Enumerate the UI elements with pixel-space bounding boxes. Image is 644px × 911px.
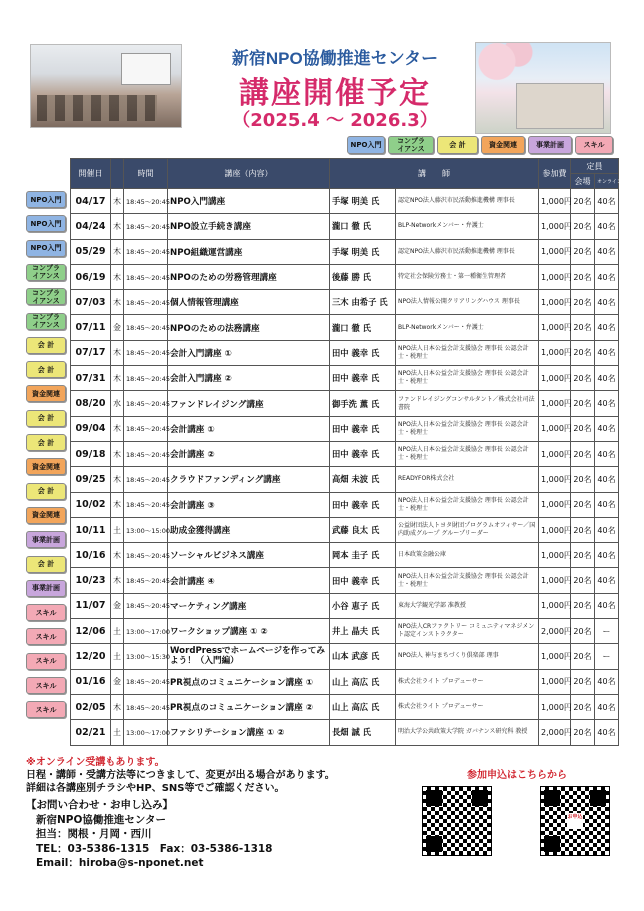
cell-time: 18:45～20:45 — [124, 290, 168, 315]
table-row — [71, 264, 619, 289]
row-category-tag: スキル — [26, 653, 66, 670]
row-category-tag: NPO入門 — [26, 215, 66, 232]
cell-date: 12/20 — [71, 644, 111, 669]
cell-onl: 40名 — [595, 694, 619, 719]
row-category-tag: 会 計 — [26, 361, 66, 378]
cell-title: NPOのための労務管理講座 — [168, 264, 330, 289]
table-row — [71, 568, 619, 593]
cell-onl: 40名 — [595, 391, 619, 416]
cell-date: 10/23 — [71, 568, 111, 593]
row-category-tag: 資金関連 — [26, 507, 66, 524]
cell-dow: 土 — [111, 517, 124, 542]
cell-cap: 20名 — [571, 391, 595, 416]
row-category-tag: NPO入門 — [26, 191, 66, 208]
cell-aff: 日本政策金融公庫 — [396, 543, 539, 568]
cell-date: 01/16 — [71, 669, 111, 694]
cell-name: 井上 晶夫 氏 — [330, 619, 396, 644]
cell-fee: 1,000円 — [539, 492, 571, 517]
cell-aff: BLP-Networkメンバー・弁護士 — [396, 315, 539, 340]
cell-date: 06/19 — [71, 264, 111, 289]
cell-aff: NPO法人日本公益会計支援協会 理事長 公認会計士・税理士 — [396, 416, 539, 441]
cell-name: 手塚 明美 氏 — [330, 189, 396, 214]
cell-date: 07/03 — [71, 290, 111, 315]
qr-code-left[interactable] — [422, 786, 492, 856]
cell-cap: 20名 — [571, 619, 595, 644]
table-row — [71, 366, 619, 391]
cell-date: 10/02 — [71, 492, 111, 517]
table-row — [71, 492, 619, 517]
notes — [26, 756, 335, 795]
detail-note: 詳細は各講座別チラシやHP、SNS等でご確認ください。 — [26, 783, 285, 794]
cell-cap: 20名 — [571, 189, 595, 214]
cell-dow: 土 — [111, 619, 124, 644]
cell-time: 13:00～15:00 — [124, 517, 168, 542]
cell-fee: 1,000円 — [539, 669, 571, 694]
cell-title: ファシリテーション講座 ① ② — [168, 720, 330, 745]
cell-onl: 40名 — [595, 517, 619, 542]
cell-fee: 1,000円 — [539, 441, 571, 466]
cell-cap: 20名 — [571, 644, 595, 669]
cell-fee: 1,000円 — [539, 340, 571, 365]
cell-aff: 公益財団法人トヨタ財団プログラムオフィサー／国内助成グループ グループリーダー — [396, 517, 539, 542]
col-instructor: 講 師 — [330, 159, 539, 189]
page-title: 講座開催予定 — [239, 76, 431, 111]
cell-aff: NPO法人日本公益会計支援協会 理事長 公認会計士・税理士 — [396, 492, 539, 517]
apply-label: 参加申込はこちらから — [467, 770, 567, 781]
cell-fee: 1,000円 — [539, 644, 571, 669]
cell-name: 山本 武彦 氏 — [330, 644, 396, 669]
table-row — [71, 315, 619, 340]
cell-time: 18:45～20:45 — [124, 340, 168, 365]
table-row — [71, 290, 619, 315]
cell-onl: 40名 — [595, 467, 619, 492]
table-row — [71, 441, 619, 466]
cell-fee: 1,000円 — [539, 391, 571, 416]
row-category-tag: スキル — [26, 677, 66, 694]
cell-fee: 1,000円 — [539, 315, 571, 340]
cell-onl: 40名 — [595, 543, 619, 568]
cell-time: 18:45～20:45 — [124, 492, 168, 517]
seminar-photo — [30, 44, 182, 128]
cell-title: 助成金獲得講座 — [168, 517, 330, 542]
cell-cap: 20名 — [571, 290, 595, 315]
cell-time: 18:45～20:45 — [124, 441, 168, 466]
cell-onl: 40名 — [595, 214, 619, 239]
cell-cap: 20名 — [571, 416, 595, 441]
cell-aff: NPO法人CRファクトリー コミュニティマネジメント認定インストラクター — [396, 619, 539, 644]
cell-name: 武藤 良太 氏 — [330, 517, 396, 542]
cell-name: 後藤 勝 氏 — [330, 264, 396, 289]
cell-name: 山上 高広 氏 — [330, 694, 396, 719]
cell-dow: 木 — [111, 340, 124, 365]
cell-cap: 20名 — [571, 669, 595, 694]
cell-onl: ー — [595, 644, 619, 669]
cell-title: 会計入門講座 ① — [168, 340, 330, 365]
row-category-tag: 会 計 — [26, 410, 66, 427]
table-row — [71, 720, 619, 745]
cell-aff: NPO法人日本公益会計支援協会 理事長 公認会計士・税理士 — [396, 568, 539, 593]
contact-block — [26, 798, 273, 871]
cell-aff: NPO法人 神与まちづくり倶楽部 理事 — [396, 644, 539, 669]
cell-date: 02/05 — [71, 694, 111, 719]
cell-dow: 木 — [111, 441, 124, 466]
cell-name: 瀧口 徹 氏 — [330, 214, 396, 239]
cell-date: 07/31 — [71, 366, 111, 391]
cell-time: 13:00～17:00 — [124, 619, 168, 644]
cell-onl: 40名 — [595, 669, 619, 694]
cell-dow: 木 — [111, 264, 124, 289]
legend-0: NPO入門 — [347, 136, 385, 154]
cell-onl: ー — [595, 619, 619, 644]
cell-onl: 40名 — [595, 568, 619, 593]
table-row — [71, 543, 619, 568]
cell-onl: 40名 — [595, 441, 619, 466]
cell-title: 会計講座 ② — [168, 441, 330, 466]
cell-fee: 1,000円 — [539, 568, 571, 593]
cell-fee: 1,000円 — [539, 214, 571, 239]
cell-date: 10/16 — [71, 543, 111, 568]
cell-name: 田中 義幸 氏 — [330, 416, 396, 441]
cell-title: ソーシャルビジネス講座 — [168, 543, 330, 568]
cell-aff: BLP-Networkメンバー・弁護士 — [396, 214, 539, 239]
row-category-tag: 会 計 — [26, 337, 66, 354]
cell-dow: 金 — [111, 669, 124, 694]
cell-date: 09/04 — [71, 416, 111, 441]
table-row — [71, 619, 619, 644]
col-time: 時間 — [124, 159, 168, 189]
row-category-tag: コンプラ イアンス — [26, 288, 66, 305]
cell-aff: 認定NPO法人藤沢市民活動推進機構 理事長 — [396, 239, 539, 264]
cell-cap: 20名 — [571, 568, 595, 593]
cell-time: 18:45～20:45 — [124, 366, 168, 391]
cell-cap: 20名 — [571, 366, 595, 391]
col-online: オンライン — [595, 174, 619, 189]
cell-time: 13:00～15:30 — [124, 644, 168, 669]
cell-name: 三木 由希子 氏 — [330, 290, 396, 315]
cell-aff: READYFOR株式会社 — [396, 467, 539, 492]
cell-cap: 20名 — [571, 543, 595, 568]
col-venue: 会場 — [571, 174, 595, 189]
cell-date: 04/24 — [71, 214, 111, 239]
col-date: 開催日 — [71, 159, 111, 189]
table-row — [71, 239, 619, 264]
cell-aff: 特定社会保険労務士・第一種衛生管理者 — [396, 264, 539, 289]
cell-title: WordPressでホームページを作ってみよう！（入門編） — [168, 644, 330, 669]
cell-dow: 木 — [111, 189, 124, 214]
audience — [37, 95, 157, 121]
cell-name: 田中 義幸 氏 — [330, 340, 396, 365]
cell-title: マーケティング講座 — [168, 593, 330, 618]
cell-date: 07/11 — [71, 315, 111, 340]
cell-date: 11/07 — [71, 593, 111, 618]
cell-name: 田中 義幸 氏 — [330, 441, 396, 466]
cell-date: 05/29 — [71, 239, 111, 264]
cell-fee: 1,000円 — [539, 694, 571, 719]
cell-dow: 土 — [111, 720, 124, 745]
col-dow — [111, 159, 124, 189]
cell-title: ワークショップ講座 ① ② — [168, 619, 330, 644]
cell-time: 18:45～20:45 — [124, 264, 168, 289]
cell-aff: 株式会社ライト プロデューサー — [396, 694, 539, 719]
building — [516, 83, 604, 129]
row-category-tag: コンプラ イアンス — [26, 264, 66, 281]
cell-fee: 1,000円 — [539, 467, 571, 492]
change-note: 日程・講師・受講方法等につきまして、変更が出る場合があります。 — [26, 770, 335, 781]
cell-onl: 40名 — [595, 492, 619, 517]
legend-4: 事業計画 — [528, 136, 572, 154]
table-row — [71, 517, 619, 542]
legend-3: 資金関連 — [481, 136, 525, 154]
cell-cap: 20名 — [571, 467, 595, 492]
cell-aff: 認定NPO法人藤沢市民活動推進機構 理事長 — [396, 189, 539, 214]
row-category-tag: 会 計 — [26, 434, 66, 451]
cell-cap: 20名 — [571, 720, 595, 745]
cell-dow: 金 — [111, 315, 124, 340]
schedule-table — [70, 158, 622, 746]
cell-cap: 20名 — [571, 264, 595, 289]
table-row — [71, 644, 619, 669]
qr-badge: お申込 — [567, 813, 583, 829]
cell-title: 会計講座 ① — [168, 416, 330, 441]
cell-onl: 40名 — [595, 264, 619, 289]
contact-phone: TEL：03-5386-1315 Fax：03-5386-1318 — [36, 842, 273, 855]
cell-title: NPOのための法務講座 — [168, 315, 330, 340]
cell-dow: 木 — [111, 568, 124, 593]
cell-aff: 株式会社ライト プロデューサー — [396, 669, 539, 694]
cell-name: 田中 義幸 氏 — [330, 366, 396, 391]
cell-onl: 40名 — [595, 720, 619, 745]
row-category-tag: スキル — [26, 701, 66, 718]
contact-email[interactable]: Email：hiroba@s-nponet.net — [36, 857, 204, 869]
cell-date: 07/17 — [71, 340, 111, 365]
cell-time: 18:45～20:45 — [124, 239, 168, 264]
cell-fee: 1,000円 — [539, 416, 571, 441]
cell-fee: 1,000円 — [539, 239, 571, 264]
cell-title: PR視点のコミュニケーション講座 ① — [168, 669, 330, 694]
cell-aff: NPO法人日本公益会計支援協会 理事長 公認会計士・税理士 — [396, 366, 539, 391]
cell-cap: 20名 — [571, 315, 595, 340]
contact-org: 新宿NPO協働推進センター — [36, 813, 166, 826]
cell-fee: 1,000円 — [539, 189, 571, 214]
table-row — [71, 593, 619, 618]
cell-dow: 木 — [111, 214, 124, 239]
table-row — [71, 669, 619, 694]
qr-code-right[interactable] — [540, 786, 610, 856]
cell-title: NPO入門講座 — [168, 189, 330, 214]
cell-name: 手塚 明美 氏 — [330, 239, 396, 264]
row-category-tag: 資金関連 — [26, 458, 66, 475]
table-row — [71, 214, 619, 239]
cell-title: ファンドレイジング講座 — [168, 391, 330, 416]
cell-title: 個人情報管理講座 — [168, 290, 330, 315]
cell-cap: 20名 — [571, 340, 595, 365]
cell-aff: ファンドレイジングコンサルタント／株式会社司法書院 — [396, 391, 539, 416]
cell-name: 小谷 恵子 氏 — [330, 593, 396, 618]
cell-dow: 木 — [111, 543, 124, 568]
cell-date: 10/11 — [71, 517, 111, 542]
row-category-tag: スキル — [26, 628, 66, 645]
cell-aff: NPO法人日本公益会計支援協会 理事長 公認会計士・税理士 — [396, 441, 539, 466]
cell-date: 02/21 — [71, 720, 111, 745]
cell-fee: 1,000円 — [539, 264, 571, 289]
row-category-tag: 事業計画 — [26, 531, 66, 548]
cell-time: 13:00～17:00 — [124, 720, 168, 745]
table-row — [71, 694, 619, 719]
cell-title: 会計講座 ③ — [168, 492, 330, 517]
cell-cap: 20名 — [571, 593, 595, 618]
cell-time: 18:45～20:45 — [124, 669, 168, 694]
cell-aff: NPO法人日本公益会計支援協会 理事長 公認会計士・税理士 — [396, 340, 539, 365]
contact-staff: 担当：関根・月岡・西川 — [36, 828, 152, 840]
cell-fee: 2,000円 — [539, 619, 571, 644]
cell-dow: 木 — [111, 416, 124, 441]
cell-aff: 東海大学観光学部 准教授 — [396, 593, 539, 618]
cell-cap: 20名 — [571, 492, 595, 517]
cell-onl: 40名 — [595, 315, 619, 340]
row-category-tag: 事業計画 — [26, 580, 66, 597]
cell-onl: 40名 — [595, 416, 619, 441]
table-row — [71, 340, 619, 365]
cell-fee: 1,000円 — [539, 290, 571, 315]
contact-heading: 【お問い合わせ・お申し込み】 — [26, 799, 173, 811]
cell-name: 御手洗 薫 氏 — [330, 391, 396, 416]
cell-dow: 木 — [111, 366, 124, 391]
col-course: 講座（内容） — [168, 159, 330, 189]
cell-name: 田中 義幸 氏 — [330, 492, 396, 517]
col-capacity: 定員 — [571, 159, 619, 174]
table-row — [71, 391, 619, 416]
cell-title: NPO設立手続き講座 — [168, 214, 330, 239]
cell-dow: 木 — [111, 467, 124, 492]
cell-dow: 金 — [111, 593, 124, 618]
cell-title: 会計講座 ④ — [168, 568, 330, 593]
cell-date: 08/20 — [71, 391, 111, 416]
cell-dow: 木 — [111, 239, 124, 264]
cell-title: クラウドファンディング講座 — [168, 467, 330, 492]
row-category-tag: スキル — [26, 604, 66, 621]
cell-fee: 1,000円 — [539, 366, 571, 391]
org-name: 新宿NPO協働推進センター — [231, 49, 439, 68]
cell-title: PR視点のコミュニケーション講座 ② — [168, 694, 330, 719]
cell-aff: 明治大学公共政策大学院 ガバナンス研究科 教授 — [396, 720, 539, 745]
legend-5: スキル — [575, 136, 613, 154]
center-building-photo — [475, 42, 611, 134]
cell-date: 04/17 — [71, 189, 111, 214]
cell-fee: 2,000円 — [539, 720, 571, 745]
legend-1: コンプラ イアンス — [388, 136, 434, 154]
cell-date: 09/18 — [71, 441, 111, 466]
cell-time: 18:45～20:45 — [124, 214, 168, 239]
cell-dow: 木 — [111, 492, 124, 517]
cell-fee: 1,000円 — [539, 593, 571, 618]
cell-cap: 20名 — [571, 441, 595, 466]
cell-time: 18:45～20:45 — [124, 568, 168, 593]
cell-cap: 20名 — [571, 239, 595, 264]
row-category-tag: コンプラ イアンス — [26, 313, 66, 330]
projector-screen — [121, 53, 171, 85]
cell-cap: 20名 — [571, 214, 595, 239]
cell-title: NPO組織運営講座 — [168, 239, 330, 264]
cell-time: 18:45～20:45 — [124, 467, 168, 492]
cell-name: 長畑 誠 氏 — [330, 720, 396, 745]
cell-name: 田中 義幸 氏 — [330, 568, 396, 593]
cell-time: 18:45～20:45 — [124, 694, 168, 719]
cell-time: 18:45～20:45 — [124, 416, 168, 441]
cell-onl: 40名 — [595, 366, 619, 391]
row-category-tag: 会 計 — [26, 556, 66, 573]
cell-onl: 40名 — [595, 290, 619, 315]
cell-date: 12/06 — [71, 619, 111, 644]
cell-onl: 40名 — [595, 340, 619, 365]
col-fee: 参加費 — [539, 159, 571, 189]
table-row — [71, 416, 619, 441]
cell-fee: 1,000円 — [539, 517, 571, 542]
cell-fee: 1,000円 — [539, 543, 571, 568]
cell-time: 18:45～20:45 — [124, 315, 168, 340]
cell-title: 会計入門講座 ② — [168, 366, 330, 391]
row-category-tag: 資金関連 — [26, 385, 66, 402]
cell-time: 18:45～20:45 — [124, 189, 168, 214]
cell-name: 山上 高広 氏 — [330, 669, 396, 694]
cell-name: 高畑 未波 氏 — [330, 467, 396, 492]
row-category-tag: 会 計 — [26, 483, 66, 500]
cell-name: 瀧口 徹 氏 — [330, 315, 396, 340]
cell-time: 18:45～20:45 — [124, 593, 168, 618]
cell-onl: 40名 — [595, 593, 619, 618]
period: （2025.4 ～ 2026.3） — [232, 110, 438, 131]
cell-name: 岡本 圭子 氏 — [330, 543, 396, 568]
legend-2: 会 計 — [437, 136, 478, 154]
cell-dow: 水 — [111, 391, 124, 416]
cell-dow: 土 — [111, 644, 124, 669]
table-row — [71, 189, 619, 214]
table-row — [71, 467, 619, 492]
online-note: ※オンライン受講もあります。 — [26, 757, 165, 768]
cell-dow: 木 — [111, 694, 124, 719]
cell-date: 09/25 — [71, 467, 111, 492]
cell-cap: 20名 — [571, 517, 595, 542]
cell-time: 18:45～20:45 — [124, 391, 168, 416]
cell-aff: NPO法人情報公開クリアリングハウス 理事長 — [396, 290, 539, 315]
cell-onl: 40名 — [595, 239, 619, 264]
cell-cap: 20名 — [571, 694, 595, 719]
cell-onl: 40名 — [595, 189, 619, 214]
cell-dow: 木 — [111, 290, 124, 315]
cell-time: 18:45～20:45 — [124, 543, 168, 568]
row-category-tag: NPO入門 — [26, 240, 66, 257]
